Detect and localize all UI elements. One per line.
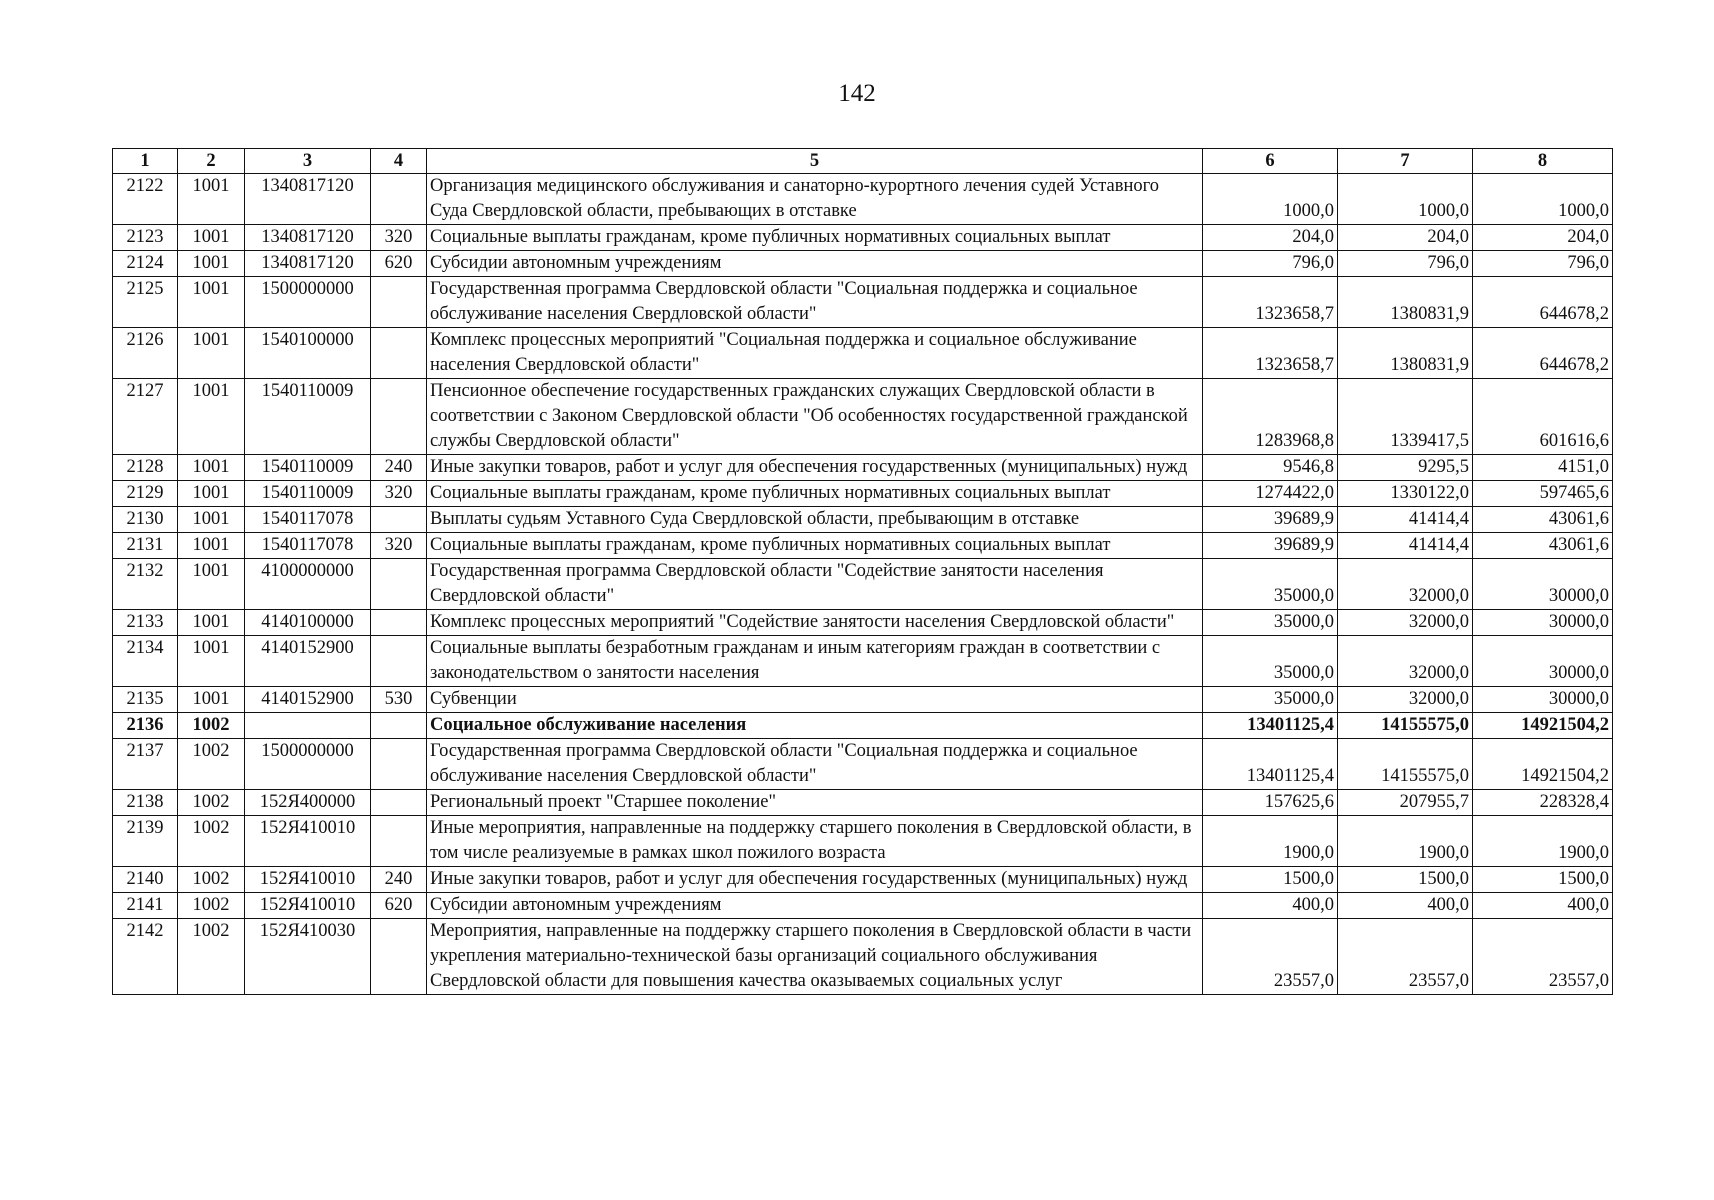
column-header-7: 7 <box>1338 149 1473 174</box>
section-code-cell: 1002 <box>178 713 245 739</box>
amount-col7-cell: 207955,7 <box>1338 790 1473 816</box>
item-name-cell: Иные мероприятия, направленные на поддержку старшего поколения в Свердловской области, в том числе реализуемые в рамках школ пожилого возраста <box>427 816 1203 867</box>
amount-col6-cell: 1323658,7 <box>1203 328 1338 379</box>
table-row <box>113 455 1613 481</box>
table-row <box>113 559 1613 610</box>
section-code-cell: 1001 <box>178 174 245 225</box>
amount-col7-cell: 1900,0 <box>1338 816 1473 867</box>
table-body <box>113 174 1613 995</box>
amount-col7-cell: 9295,5 <box>1338 455 1473 481</box>
section-code-cell: 1001 <box>178 328 245 379</box>
item-name-cell: Субвенции <box>427 687 1203 713</box>
amount-col8-cell: 43061,6 <box>1473 533 1613 559</box>
section-code-cell: 1001 <box>178 559 245 610</box>
amount-col7-cell: 1500,0 <box>1338 867 1473 893</box>
column-header-4: 4 <box>371 149 427 174</box>
amount-col6-cell: 39689,9 <box>1203 507 1338 533</box>
target-code-cell: 4140100000 <box>245 610 371 636</box>
table-row <box>113 533 1613 559</box>
section-code-cell: 1002 <box>178 739 245 790</box>
item-name-cell: Субсидии автономным учреждениям <box>427 893 1203 919</box>
column-header-6: 6 <box>1203 149 1338 174</box>
amount-col6-cell: 35000,0 <box>1203 559 1338 610</box>
amount-col8-cell: 1900,0 <box>1473 816 1613 867</box>
target-code-cell: 4100000000 <box>245 559 371 610</box>
row-number-cell: 2124 <box>113 251 178 277</box>
row-number-cell: 2123 <box>113 225 178 251</box>
amount-col6-cell: 796,0 <box>1203 251 1338 277</box>
budget-table-container <box>112 148 1613 995</box>
page-number: 142 <box>838 80 876 107</box>
item-name-cell: Социальные выплаты гражданам, кроме публичных нормативных социальных выплат <box>427 225 1203 251</box>
row-number-cell: 2133 <box>113 610 178 636</box>
item-name-cell: Социальные выплаты безработным гражданам и иным категориям граждан в соответствии с законодательством о занятости населения <box>427 636 1203 687</box>
amount-col8-cell: 43061,6 <box>1473 507 1613 533</box>
amount-col7-cell: 14155575,0 <box>1338 713 1473 739</box>
target-code-cell: 1540110009 <box>245 455 371 481</box>
expense-type-cell: 620 <box>371 251 427 277</box>
section-code-cell: 1001 <box>178 636 245 687</box>
target-code-cell: 152Я410010 <box>245 867 371 893</box>
row-number-cell: 2136 <box>113 713 178 739</box>
target-code-cell: 1540117078 <box>245 507 371 533</box>
column-header-1: 1 <box>113 149 178 174</box>
amount-col8-cell: 644678,2 <box>1473 277 1613 328</box>
expense-type-cell <box>371 816 427 867</box>
table-row <box>113 379 1613 455</box>
table-row <box>113 174 1613 225</box>
table-header <box>113 149 1613 174</box>
amount-col6-cell: 1323658,7 <box>1203 277 1338 328</box>
target-code-cell: 1540110009 <box>245 379 371 455</box>
row-number-cell: 2127 <box>113 379 178 455</box>
amount-col8-cell: 30000,0 <box>1473 559 1613 610</box>
amount-col7-cell: 796,0 <box>1338 251 1473 277</box>
amount-col7-cell: 1380831,9 <box>1338 277 1473 328</box>
table-row <box>113 225 1613 251</box>
amount-col6-cell: 23557,0 <box>1203 919 1338 995</box>
amount-col6-cell: 1500,0 <box>1203 867 1338 893</box>
expense-type-cell: 620 <box>371 893 427 919</box>
amount-col8-cell: 23557,0 <box>1473 919 1613 995</box>
section-code-cell: 1001 <box>178 277 245 328</box>
column-header-8: 8 <box>1473 149 1613 174</box>
target-code-cell: 1340817120 <box>245 225 371 251</box>
row-number-cell: 2130 <box>113 507 178 533</box>
expense-type-cell: 320 <box>371 481 427 507</box>
row-number-cell: 2134 <box>113 636 178 687</box>
row-number-cell: 2137 <box>113 739 178 790</box>
item-name-cell: Выплаты судьям Уставного Суда Свердловской области, пребывающим в отставке <box>427 507 1203 533</box>
target-code-cell: 1500000000 <box>245 277 371 328</box>
amount-col8-cell: 30000,0 <box>1473 687 1613 713</box>
table-row <box>113 507 1613 533</box>
item-name-cell: Социальное обслуживание населения <box>427 713 1203 739</box>
amount-col7-cell: 32000,0 <box>1338 610 1473 636</box>
amount-col8-cell: 4151,0 <box>1473 455 1613 481</box>
section-code-cell: 1001 <box>178 225 245 251</box>
target-code-cell: 1340817120 <box>245 174 371 225</box>
amount-col6-cell: 157625,6 <box>1203 790 1338 816</box>
section-code-cell: 1002 <box>178 919 245 995</box>
amount-col6-cell: 1274422,0 <box>1203 481 1338 507</box>
target-code-cell: 1540110009 <box>245 481 371 507</box>
item-name-cell: Пенсионное обеспечение государственных гражданских служащих Свердловской области в соответствии с Законом Свердловской области "Об особенностях государственной гражданской службы Свердловской области" <box>427 379 1203 455</box>
item-name-cell: Иные закупки товаров, работ и услуг для обеспечения государственных (муниципальных) нужд <box>427 455 1203 481</box>
item-name-cell: Субсидии автономным учреждениям <box>427 251 1203 277</box>
item-name-cell: Государственная программа Свердловской области "Социальная поддержка и социальное обслуживание населения Свердловской области" <box>427 277 1203 328</box>
row-number-cell: 2139 <box>113 816 178 867</box>
target-code-cell: 152Я410010 <box>245 816 371 867</box>
expense-type-cell <box>371 559 427 610</box>
amount-col7-cell: 32000,0 <box>1338 687 1473 713</box>
expense-type-cell <box>371 277 427 328</box>
amount-col6-cell: 35000,0 <box>1203 687 1338 713</box>
item-name-cell: Социальные выплаты гражданам, кроме публичных нормативных социальных выплат <box>427 533 1203 559</box>
amount-col8-cell: 601616,6 <box>1473 379 1613 455</box>
target-code-cell: 152Я410010 <box>245 893 371 919</box>
expense-type-cell: 320 <box>371 225 427 251</box>
amount-col8-cell: 14921504,2 <box>1473 739 1613 790</box>
item-name-cell: Государственная программа Свердловской области "Содействие занятости населения Свердловской области" <box>427 559 1203 610</box>
amount-col6-cell: 9546,8 <box>1203 455 1338 481</box>
expense-type-cell <box>371 713 427 739</box>
expense-type-cell <box>371 610 427 636</box>
expense-type-cell: 240 <box>371 867 427 893</box>
amount-col8-cell: 30000,0 <box>1473 610 1613 636</box>
amount-col7-cell: 32000,0 <box>1338 636 1473 687</box>
target-code-cell: 1340817120 <box>245 251 371 277</box>
row-number-cell: 2128 <box>113 455 178 481</box>
amount-col8-cell: 30000,0 <box>1473 636 1613 687</box>
row-number-cell: 2129 <box>113 481 178 507</box>
item-name-cell: Мероприятия, направленные на поддержку старшего поколения в Свердловской области в части укрепления материально-технической базы организаций социального обслуживания Свердловской области для повышения качества оказываемых социальных услуг <box>427 919 1203 995</box>
amount-col8-cell: 228328,4 <box>1473 790 1613 816</box>
item-name-cell: Комплекс процессных мероприятий "Содействие занятости населения Свердловской области" <box>427 610 1203 636</box>
row-number-cell: 2122 <box>113 174 178 225</box>
amount-col7-cell: 204,0 <box>1338 225 1473 251</box>
table-row <box>113 328 1613 379</box>
item-name-cell: Социальные выплаты гражданам, кроме публичных нормативных социальных выплат <box>427 481 1203 507</box>
expense-type-cell <box>371 328 427 379</box>
column-header-3: 3 <box>245 149 371 174</box>
row-number-cell: 2126 <box>113 328 178 379</box>
table-row <box>113 481 1613 507</box>
section-code-cell: 1001 <box>178 533 245 559</box>
amount-col8-cell: 644678,2 <box>1473 328 1613 379</box>
amount-col6-cell: 35000,0 <box>1203 636 1338 687</box>
expense-type-cell <box>371 790 427 816</box>
section-code-cell: 1002 <box>178 790 245 816</box>
target-code-cell: 152Я400000 <box>245 790 371 816</box>
amount-col6-cell: 13401125,4 <box>1203 713 1338 739</box>
table-row <box>113 893 1613 919</box>
section-code-cell: 1001 <box>178 481 245 507</box>
table-row <box>113 251 1613 277</box>
section-code-cell: 1001 <box>178 251 245 277</box>
item-name-cell: Региональный проект "Старшее поколение" <box>427 790 1203 816</box>
amount-col6-cell: 39689,9 <box>1203 533 1338 559</box>
target-code-cell: 152Я410030 <box>245 919 371 995</box>
row-number-cell: 2142 <box>113 919 178 995</box>
target-code-cell: 1500000000 <box>245 739 371 790</box>
target-code-cell: 4140152900 <box>245 636 371 687</box>
row-number-cell: 2138 <box>113 790 178 816</box>
amount-col8-cell: 597465,6 <box>1473 481 1613 507</box>
target-code-cell: 4140152900 <box>245 687 371 713</box>
item-name-cell: Комплекс процессных мероприятий "Социальная поддержка и социальное обслуживание населения Свердловской области" <box>427 328 1203 379</box>
amount-col7-cell: 400,0 <box>1338 893 1473 919</box>
table-row <box>113 713 1613 739</box>
section-code-cell: 1001 <box>178 507 245 533</box>
table-row <box>113 816 1613 867</box>
expense-type-cell: 530 <box>371 687 427 713</box>
expense-type-cell <box>371 507 427 533</box>
header-row <box>113 149 1613 174</box>
amount-col8-cell: 14921504,2 <box>1473 713 1613 739</box>
amount-col7-cell: 23557,0 <box>1338 919 1473 995</box>
row-number-cell: 2135 <box>113 687 178 713</box>
amount-col6-cell: 400,0 <box>1203 893 1338 919</box>
amount-col8-cell: 796,0 <box>1473 251 1613 277</box>
column-header-5: 5 <box>427 149 1203 174</box>
amount-col6-cell: 1283968,8 <box>1203 379 1338 455</box>
section-code-cell: 1001 <box>178 455 245 481</box>
amount-col7-cell: 1380831,9 <box>1338 328 1473 379</box>
amount-col7-cell: 32000,0 <box>1338 559 1473 610</box>
section-code-cell: 1001 <box>178 610 245 636</box>
amount-col7-cell: 14155575,0 <box>1338 739 1473 790</box>
amount-col7-cell: 41414,4 <box>1338 533 1473 559</box>
amount-col7-cell: 1339417,5 <box>1338 379 1473 455</box>
amount-col6-cell: 13401125,4 <box>1203 739 1338 790</box>
row-number-cell: 2140 <box>113 867 178 893</box>
expense-type-cell <box>371 174 427 225</box>
table-row <box>113 739 1613 790</box>
section-code-cell: 1001 <box>178 687 245 713</box>
section-code-cell: 1002 <box>178 893 245 919</box>
amount-col8-cell: 400,0 <box>1473 893 1613 919</box>
table-row <box>113 687 1613 713</box>
expense-type-cell <box>371 919 427 995</box>
table-row <box>113 277 1613 328</box>
amount-col6-cell: 204,0 <box>1203 225 1338 251</box>
row-number-cell: 2125 <box>113 277 178 328</box>
amount-col7-cell: 1330122,0 <box>1338 481 1473 507</box>
row-number-cell: 2131 <box>113 533 178 559</box>
table-row <box>113 790 1613 816</box>
expense-type-cell <box>371 739 427 790</box>
expense-type-cell: 240 <box>371 455 427 481</box>
expense-type-cell: 320 <box>371 533 427 559</box>
target-code-cell: 1540117078 <box>245 533 371 559</box>
table-row <box>113 919 1613 995</box>
amount-col8-cell: 1500,0 <box>1473 867 1613 893</box>
section-code-cell: 1002 <box>178 867 245 893</box>
row-number-cell: 2141 <box>113 893 178 919</box>
item-name-cell: Государственная программа Свердловской области "Социальная поддержка и социальное обслуживание населения Свердловской области" <box>427 739 1203 790</box>
table-row <box>113 867 1613 893</box>
amount-col7-cell: 1000,0 <box>1338 174 1473 225</box>
item-name-cell: Организация медицинского обслуживания и санаторно-курортного лечения судей Уставного Суда Свердловской области, пребывающих в отставке <box>427 174 1203 225</box>
amount-col6-cell: 35000,0 <box>1203 610 1338 636</box>
expense-type-cell <box>371 636 427 687</box>
table-row <box>113 610 1613 636</box>
item-name-cell: Иные закупки товаров, работ и услуг для обеспечения государственных (муниципальных) нужд <box>427 867 1203 893</box>
section-code-cell: 1002 <box>178 816 245 867</box>
amount-col8-cell: 1000,0 <box>1473 174 1613 225</box>
amount-col7-cell: 41414,4 <box>1338 507 1473 533</box>
target-code-cell <box>245 713 371 739</box>
column-header-2: 2 <box>178 149 245 174</box>
expense-type-cell <box>371 379 427 455</box>
target-code-cell: 1540100000 <box>245 328 371 379</box>
row-number-cell: 2132 <box>113 559 178 610</box>
amount-col6-cell: 1000,0 <box>1203 174 1338 225</box>
table-row <box>113 636 1613 687</box>
budget-table <box>112 148 1613 995</box>
amount-col6-cell: 1900,0 <box>1203 816 1338 867</box>
section-code-cell: 1001 <box>178 379 245 455</box>
amount-col8-cell: 204,0 <box>1473 225 1613 251</box>
